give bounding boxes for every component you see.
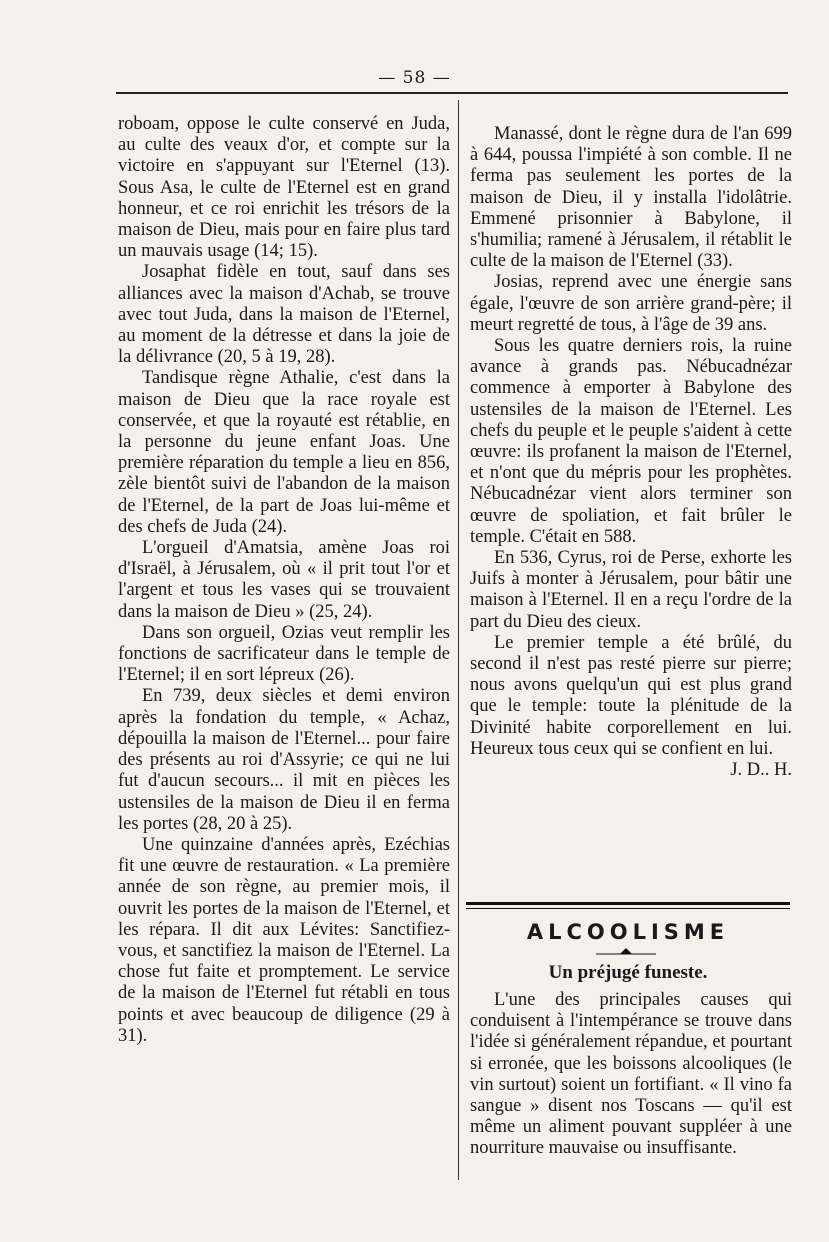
section-rule: [466, 902, 790, 905]
signature: J. D.. H.: [730, 760, 792, 781]
paragraph: Josias, reprend avec une énergie sans égale, l'œuvre de son arrière grand-père; il meurt regretté de tous, à l'âge de 39 ans.: [470, 272, 792, 335]
section-subtitle: Un préjugé funeste.: [548, 962, 708, 983]
paragraph: Dans son orgueil, Ozias veut remplir les fonctions de sacrificateur dans le temple de l'Eternel; il en sort lépreux (26).: [118, 622, 450, 686]
paragraph: L'une des principales causes qui conduisent à l'intempérance se trouve dans l'idée si généralement répandue, et pourtant si erronée, que les boissons alcooliques (le vin surtout) soient un fortifiant. « Il vino fa sangue » disent nos Toscans — qu'il est même un aliment pouvant suppléer à une nourriture mauvaise ou insuffisante.: [470, 990, 792, 1159]
paragraph: Manassé, dont le règne dura de l'an 699 à 644, poussa l'impiété à son comble. Il ne ferma pas seulement les portes de la maison de Dieu, il y installa l'idolâtrie. Emmené prisonnier à Babylone, il s'humilia; ramené à Jérusalem, il rétablit le culte de la maison de l'Eternel (33).: [470, 124, 792, 272]
paragraph: Le premier temple a été brûlé, du second il n'est pas resté pierre sur pierre; nous avons quelqu'un qui est plus grand que le temple: toute la plénitude de la Divinité habite corporellement en lui. Heureux tous ceux qui se confient en lui.: [470, 632, 792, 759]
column-divider-lower: [458, 900, 459, 1180]
paragraph: L'orgueil d'Amatsia, amène Joas roi d'Israël, à Jérusalem, où « il prit tout l'or et l'argent et tous les vases qui se trouvaient dans la maison de Dieu » (25, 24).: [118, 538, 450, 622]
ornament-divider: [596, 947, 656, 957]
section-rule-thin: [466, 908, 790, 909]
left-column: [118, 114, 450, 1047]
paragraph: roboam, oppose le culte conservé en Juda, au culte des veaux d'or, et compte sur la victoire en s'appuyant sur l'Eternel (13). Sous Asa, le culte de l'Eternel est en grand honneur, et ce roi enrichit les trésors de la maison de Dieu, mais pour en faire plus tard un mauvais usage (14; 15).: [118, 114, 450, 262]
paragraph: Tandisque règne Athalie, c'est dans la maison de Dieu que la race royale est conservée, et que la royauté est rétablie, en la personne du jeune enfant Joas. Une première réparation du temple a lieu en 856, zèle bientôt suivi de l'abandon de la maison de l'Eternel, de la part de Joas lui-même et des chefs de Juda (24).: [118, 368, 450, 537]
paragraph: En 536, Cyrus, roi de Perse, exhorte les Juifs à monter à Jérusalem, pour bâtir une maison à l'Eternel. Il en a reçu l'ordre de la part du Dieu des cieux.: [470, 548, 792, 632]
section-title: ALCOOLISME: [526, 920, 730, 944]
page-number: — 58 —: [378, 68, 451, 88]
column-divider: [458, 100, 459, 900]
paragraph: En 739, deux siècles et demi environ après la fondation du temple, « Achaz, dépouilla la maison de l'Eternel... pour faire des présents au roi d'Assyrie; ce qui ne lui fut d'aucun secours... il mit en pièces les ustensiles de la maison de Dieu il en ferma les portes (28, 20 à 25).: [118, 686, 450, 834]
right-column: [470, 124, 792, 781]
paragraph: Une quinzaine d'années après, Ezéchias fit une œuvre de restauration. « La première année de son règne, au premier mois, il ouvrit les portes de la maison de l'Eternel, et les répara. Il dit aux Lévites: Sanctifiez-vous, et sanctifiez la maison de l'Eternel. La chose fut faite et promptement. Le service de la maison de l'Eternel fut rétabli en tous points et avec beaucoup de diligence (29 à 31).: [118, 834, 450, 1046]
paragraph: Sous les quatre derniers rois, la ruine avance à grands pas. Nébucadnézar commence à emporter à Babylone des ustensiles de la maison de l'Eternel. Les chefs du peuple et le peuple s'aident à cette œuvre: ils profanent la maison de l'Eternel, et n'ont que du mépris pour les prophètes. Nébucadnézar vient alors terminer son œuvre de spoliation, et fait brûler le temple. C'était en 588.: [470, 336, 792, 547]
header-rule: [116, 92, 788, 94]
section-body: [470, 990, 792, 1160]
paragraph: Josaphat fidèle en tout, sauf dans ses alliances avec la maison d'Achab, se trouve avec tout Juda, dans la maison de l'Eternel, au moment de la détresse et dans la joie de la délivrance (20, 5 à 19, 28).: [118, 262, 450, 368]
